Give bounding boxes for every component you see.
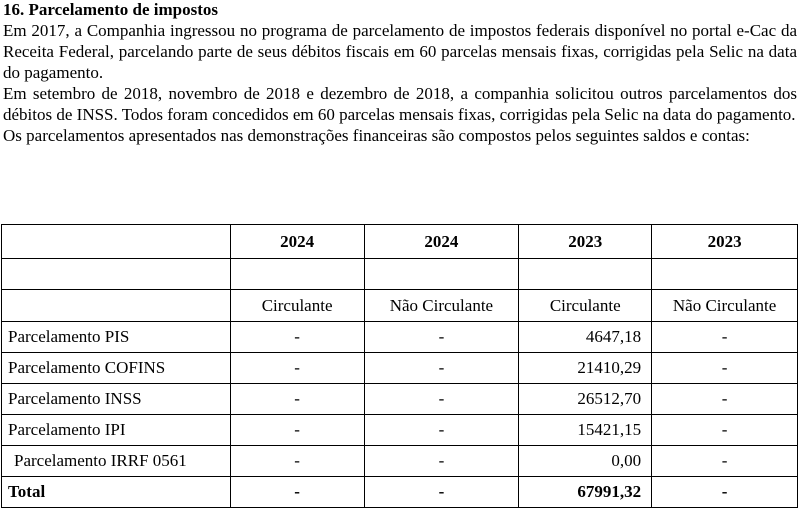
table-spacer-row (2, 259, 798, 290)
cell-value: 26512,70 (519, 384, 652, 415)
cell-value: - (230, 415, 364, 446)
cell-value: - (652, 322, 798, 353)
cell-value: - (230, 322, 364, 353)
cell-value: 4647,18 (519, 322, 652, 353)
header-year: 2024 (364, 225, 519, 259)
total-value: - (364, 477, 519, 508)
paragraph-2: Em setembro de 2018, novembro de 2018 e dezembro de 2018, a companhia solicitou outros parcelamentos dos débitos de INSS. Todos foram concedidos em 60 parcelas mensais fixas, corrigidas pela Selic na data do pagamento. (3, 84, 797, 124)
table-header-classification (2, 290, 798, 322)
empty-cell (364, 259, 519, 290)
empty-cell (519, 259, 652, 290)
header-sub: Circulante (230, 290, 364, 322)
row-label: Parcelamento PIS (2, 322, 231, 353)
header-year: 2023 (652, 225, 798, 259)
paragraph-1: Em 2017, a Companhia ingressou no programa de parcelamento de impostos federais disponível no portal e-Cac da Receita Federal, parcelando parte de seus débitos fiscais em 60 parcelas mensais fixas, corrigidas pela Selic na data do pagamento. (3, 21, 797, 82)
row-label: Parcelamento COFINS (2, 353, 231, 384)
header-year: 2023 (519, 225, 652, 259)
table-row (2, 322, 798, 353)
cell-value: - (652, 353, 798, 384)
header-empty-cell (2, 225, 231, 259)
cell-value: - (652, 384, 798, 415)
cell-value: - (230, 446, 364, 477)
cell-value: - (230, 353, 364, 384)
total-value: - (652, 477, 798, 508)
paragraph-3: Os parcelamentos apresentados nas demonstrações financeiras são compostos pelos seguintes saldos e contas: (3, 126, 750, 145)
table-row (2, 415, 798, 446)
row-label: Parcelamento INSS (2, 384, 231, 415)
empty-cell (2, 290, 231, 322)
cell-value: - (652, 446, 798, 477)
table-total-row (2, 477, 798, 508)
total-value: 67991,32 (519, 477, 652, 508)
cell-value: - (230, 384, 364, 415)
document-section (3, 0, 797, 146)
installments-table (1, 224, 798, 508)
empty-cell (230, 259, 364, 290)
cell-value: - (364, 322, 519, 353)
cell-value: 21410,29 (519, 353, 652, 384)
header-sub: Não Circulante (652, 290, 798, 322)
header-sub: Circulante (519, 290, 652, 322)
table-row (2, 384, 798, 415)
header-year: 2024 (230, 225, 364, 259)
empty-cell (652, 259, 798, 290)
row-label: Parcelamento IRRF 0561 (2, 446, 231, 477)
table-header-years (2, 225, 798, 259)
table-row (2, 353, 798, 384)
cell-value: - (652, 415, 798, 446)
table-row (2, 446, 798, 477)
cell-value: - (364, 384, 519, 415)
cell-value: - (364, 415, 519, 446)
cell-value: 15421,15 (519, 415, 652, 446)
total-value: - (230, 477, 364, 508)
row-label: Parcelamento IPI (2, 415, 231, 446)
header-sub: Não Circulante (364, 290, 519, 322)
cell-value: 0,00 (519, 446, 652, 477)
cell-value: - (364, 446, 519, 477)
empty-cell (2, 259, 231, 290)
total-label: Total (2, 477, 231, 508)
section-title: 16. Parcelamento de impostos (3, 0, 218, 19)
cell-value: - (364, 353, 519, 384)
